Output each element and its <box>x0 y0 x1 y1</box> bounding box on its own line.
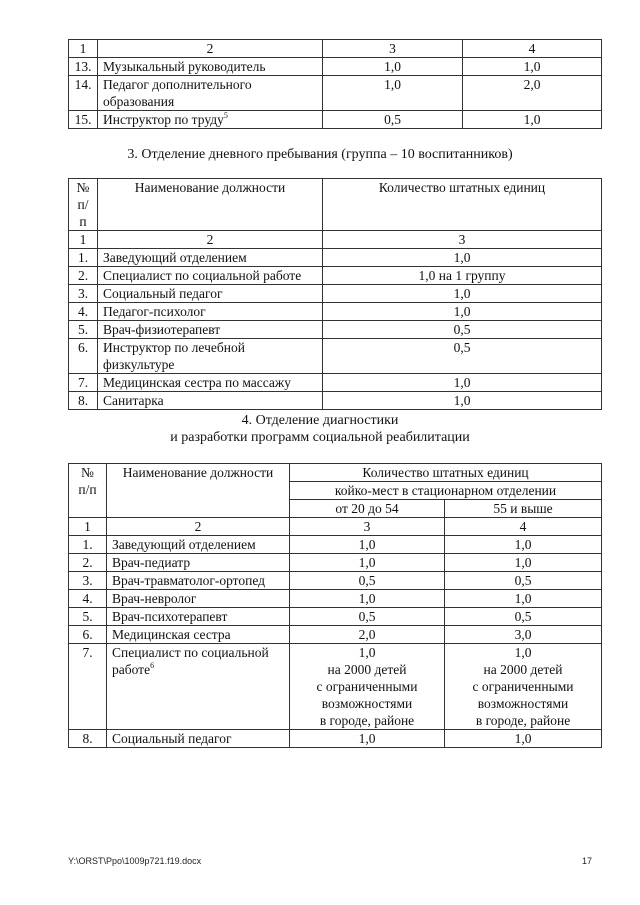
staff-value: 1,0 на 1 группу <box>323 267 602 285</box>
staff-value <box>445 644 602 730</box>
header-beds: койко-мест в стационарном отделении <box>290 482 602 500</box>
table-row <box>69 111 602 129</box>
staff-value-line: с ограниченными <box>316 679 418 694</box>
index-cell: 2 <box>107 518 290 536</box>
position-name: Врач-педиатр <box>107 554 290 572</box>
table-row <box>69 554 602 572</box>
row-number: 5. <box>69 321 98 339</box>
position-name: Врач-физиотерапевт <box>98 321 323 339</box>
position-name: Социальный педагог <box>107 730 290 748</box>
staff-value: 1,0 <box>445 730 602 748</box>
staff-value-line: в городе, районе <box>475 713 571 728</box>
position-name: Врач-травматолог-ортопед <box>107 572 290 590</box>
table-continuation <box>68 39 602 129</box>
row-number: 15. <box>69 111 98 129</box>
row-number: 5. <box>69 608 107 626</box>
staff-value: 1,0 <box>323 374 602 392</box>
staff-value: 1,0 <box>445 590 602 608</box>
staff-value: 0,5 <box>323 321 602 339</box>
table-row <box>69 374 602 392</box>
header-range-b: 55 и выше <box>445 500 602 518</box>
staff-value: 1,0 <box>290 730 445 748</box>
staff-value: 3,0 <box>445 626 602 644</box>
staff-value: 1,0 <box>323 76 463 111</box>
row-number: 14. <box>69 76 98 111</box>
row-number: 3. <box>69 285 98 303</box>
table-row <box>69 572 602 590</box>
table-row <box>69 321 602 339</box>
row-number: 6. <box>69 339 98 374</box>
index-cell: 3 <box>323 231 602 249</box>
staff-value: 1,0 <box>323 285 602 303</box>
table-row <box>69 536 602 554</box>
table-row <box>69 249 602 267</box>
header-num: № п/п <box>69 464 107 518</box>
position-name: Санитарка <box>98 392 323 410</box>
row-number: 1. <box>69 536 107 554</box>
index-cell: 1 <box>69 231 98 249</box>
staff-value: 1,0 <box>290 554 445 572</box>
position-name: Медицинская сестра по массажу <box>98 374 323 392</box>
staff-value: 1,0 <box>323 249 602 267</box>
staff-value: 0,5 <box>445 608 602 626</box>
index-cell: 3 <box>290 518 445 536</box>
index-cell: 1 <box>69 40 98 58</box>
staff-value: 1,0 <box>463 111 602 129</box>
staff-value: 0,5 <box>323 339 602 374</box>
section-4-title-line1: 4. Отделение диагностики <box>241 413 399 428</box>
staff-value: 1,0 <box>323 58 463 76</box>
position-name: Заведующий отделением <box>107 536 290 554</box>
position-name: Медицинская сестра <box>107 626 290 644</box>
staff-value-line: с ограниченными <box>472 679 574 694</box>
page-number: 17 <box>582 856 593 866</box>
index-cell: 3 <box>323 40 463 58</box>
row-number: 2. <box>69 267 98 285</box>
table-row <box>69 76 602 111</box>
index-cell: 1 <box>69 518 107 536</box>
staff-value: 1,0 <box>323 392 602 410</box>
section-4-title-line2: и разработки программ социальной реабилитации <box>170 430 470 445</box>
row-number: 7. <box>69 644 107 730</box>
position-name: Врач-невролог <box>107 590 290 608</box>
table-index-row <box>69 518 602 536</box>
table-row <box>69 626 602 644</box>
staff-value: 0,5 <box>445 572 602 590</box>
position-name <box>107 644 290 730</box>
table-row <box>69 267 602 285</box>
table-row <box>69 392 602 410</box>
row-number: 6. <box>69 626 107 644</box>
table-row <box>69 590 602 608</box>
table-index-row <box>69 231 602 249</box>
row-number: 8. <box>69 730 107 748</box>
staff-value: 1,0 <box>463 58 602 76</box>
header-num: № п/п <box>69 179 98 231</box>
table-row <box>69 339 602 374</box>
table-row <box>69 285 602 303</box>
staff-value-line: на 2000 детей <box>327 662 407 677</box>
staff-value: 1,0 <box>323 303 602 321</box>
table-section-3 <box>68 178 602 410</box>
header-count: Количество штатных единиц <box>323 179 602 231</box>
staff-value: 0,5 <box>323 111 463 129</box>
footer-file-path: Y:\ORST\Ppo\1009p721.f19.docx <box>68 856 202 866</box>
staff-value-line: в городе, районе <box>319 713 415 728</box>
staff-value: 2,0 <box>463 76 602 111</box>
position-name: Педагог дополнительного образования <box>98 76 323 111</box>
position-name: Педагог-психолог <box>98 303 323 321</box>
row-number: 3. <box>69 572 107 590</box>
table-index-row <box>69 40 602 58</box>
staff-value-line: 1,0 <box>514 645 532 660</box>
staff-value-line: возможностями <box>321 696 413 711</box>
index-cell: 4 <box>463 40 602 58</box>
table-row <box>69 644 602 730</box>
staff-value-line: возможностями <box>477 696 569 711</box>
row-number: 8. <box>69 392 98 410</box>
footnote-ref: 6 <box>150 661 155 670</box>
staff-value: 0,5 <box>290 572 445 590</box>
table-row <box>69 303 602 321</box>
position-name: Социальный педагог <box>98 285 323 303</box>
index-cell: 2 <box>98 40 323 58</box>
staff-value: 2,0 <box>290 626 445 644</box>
index-cell: 2 <box>98 231 323 249</box>
header-name: Наименование должности <box>107 464 290 518</box>
row-number: 1. <box>69 249 98 267</box>
header-count: Количество штатных единиц <box>290 464 602 482</box>
footnote-ref: 5 <box>223 111 228 120</box>
table-row <box>69 608 602 626</box>
header-range-a: от 20 до 54 <box>290 500 445 518</box>
table-header-row <box>69 179 602 231</box>
staff-value: 0,5 <box>290 608 445 626</box>
position-name: Музыкальный руководитель <box>98 58 323 76</box>
staff-value: 1,0 <box>445 554 602 572</box>
row-number: 4. <box>69 590 107 608</box>
position-name: Заведующий отделением <box>98 249 323 267</box>
staff-value: 1,0 <box>290 536 445 554</box>
position-name: Врач-психотерапевт <box>107 608 290 626</box>
staff-value-line: на 2000 детей <box>483 662 563 677</box>
row-number: 13. <box>69 58 98 76</box>
position-name: Специалист по социальной работе <box>98 267 323 285</box>
position-name: Инструктор по лечебной физкультуре <box>98 339 323 374</box>
index-cell: 4 <box>445 518 602 536</box>
position-name-text: Специалист по социальной работе <box>112 645 269 677</box>
row-number: 4. <box>69 303 98 321</box>
staff-value: 1,0 <box>445 536 602 554</box>
section-3-title: 3. Отделение дневного пребывания (группа – 10 воспитанников) <box>127 147 513 162</box>
position-name <box>98 111 323 129</box>
table-header-row <box>69 464 602 482</box>
staff-value <box>290 644 445 730</box>
row-number: 2. <box>69 554 107 572</box>
position-name-text: Инструктор по труду <box>103 112 224 127</box>
staff-value: 1,0 <box>290 590 445 608</box>
row-number: 7. <box>69 374 98 392</box>
table-row <box>69 58 602 76</box>
table-section-4 <box>68 463 602 748</box>
header-name: Наименование должности <box>98 179 323 231</box>
staff-value-line: 1,0 <box>358 645 376 660</box>
table-row <box>69 730 602 748</box>
